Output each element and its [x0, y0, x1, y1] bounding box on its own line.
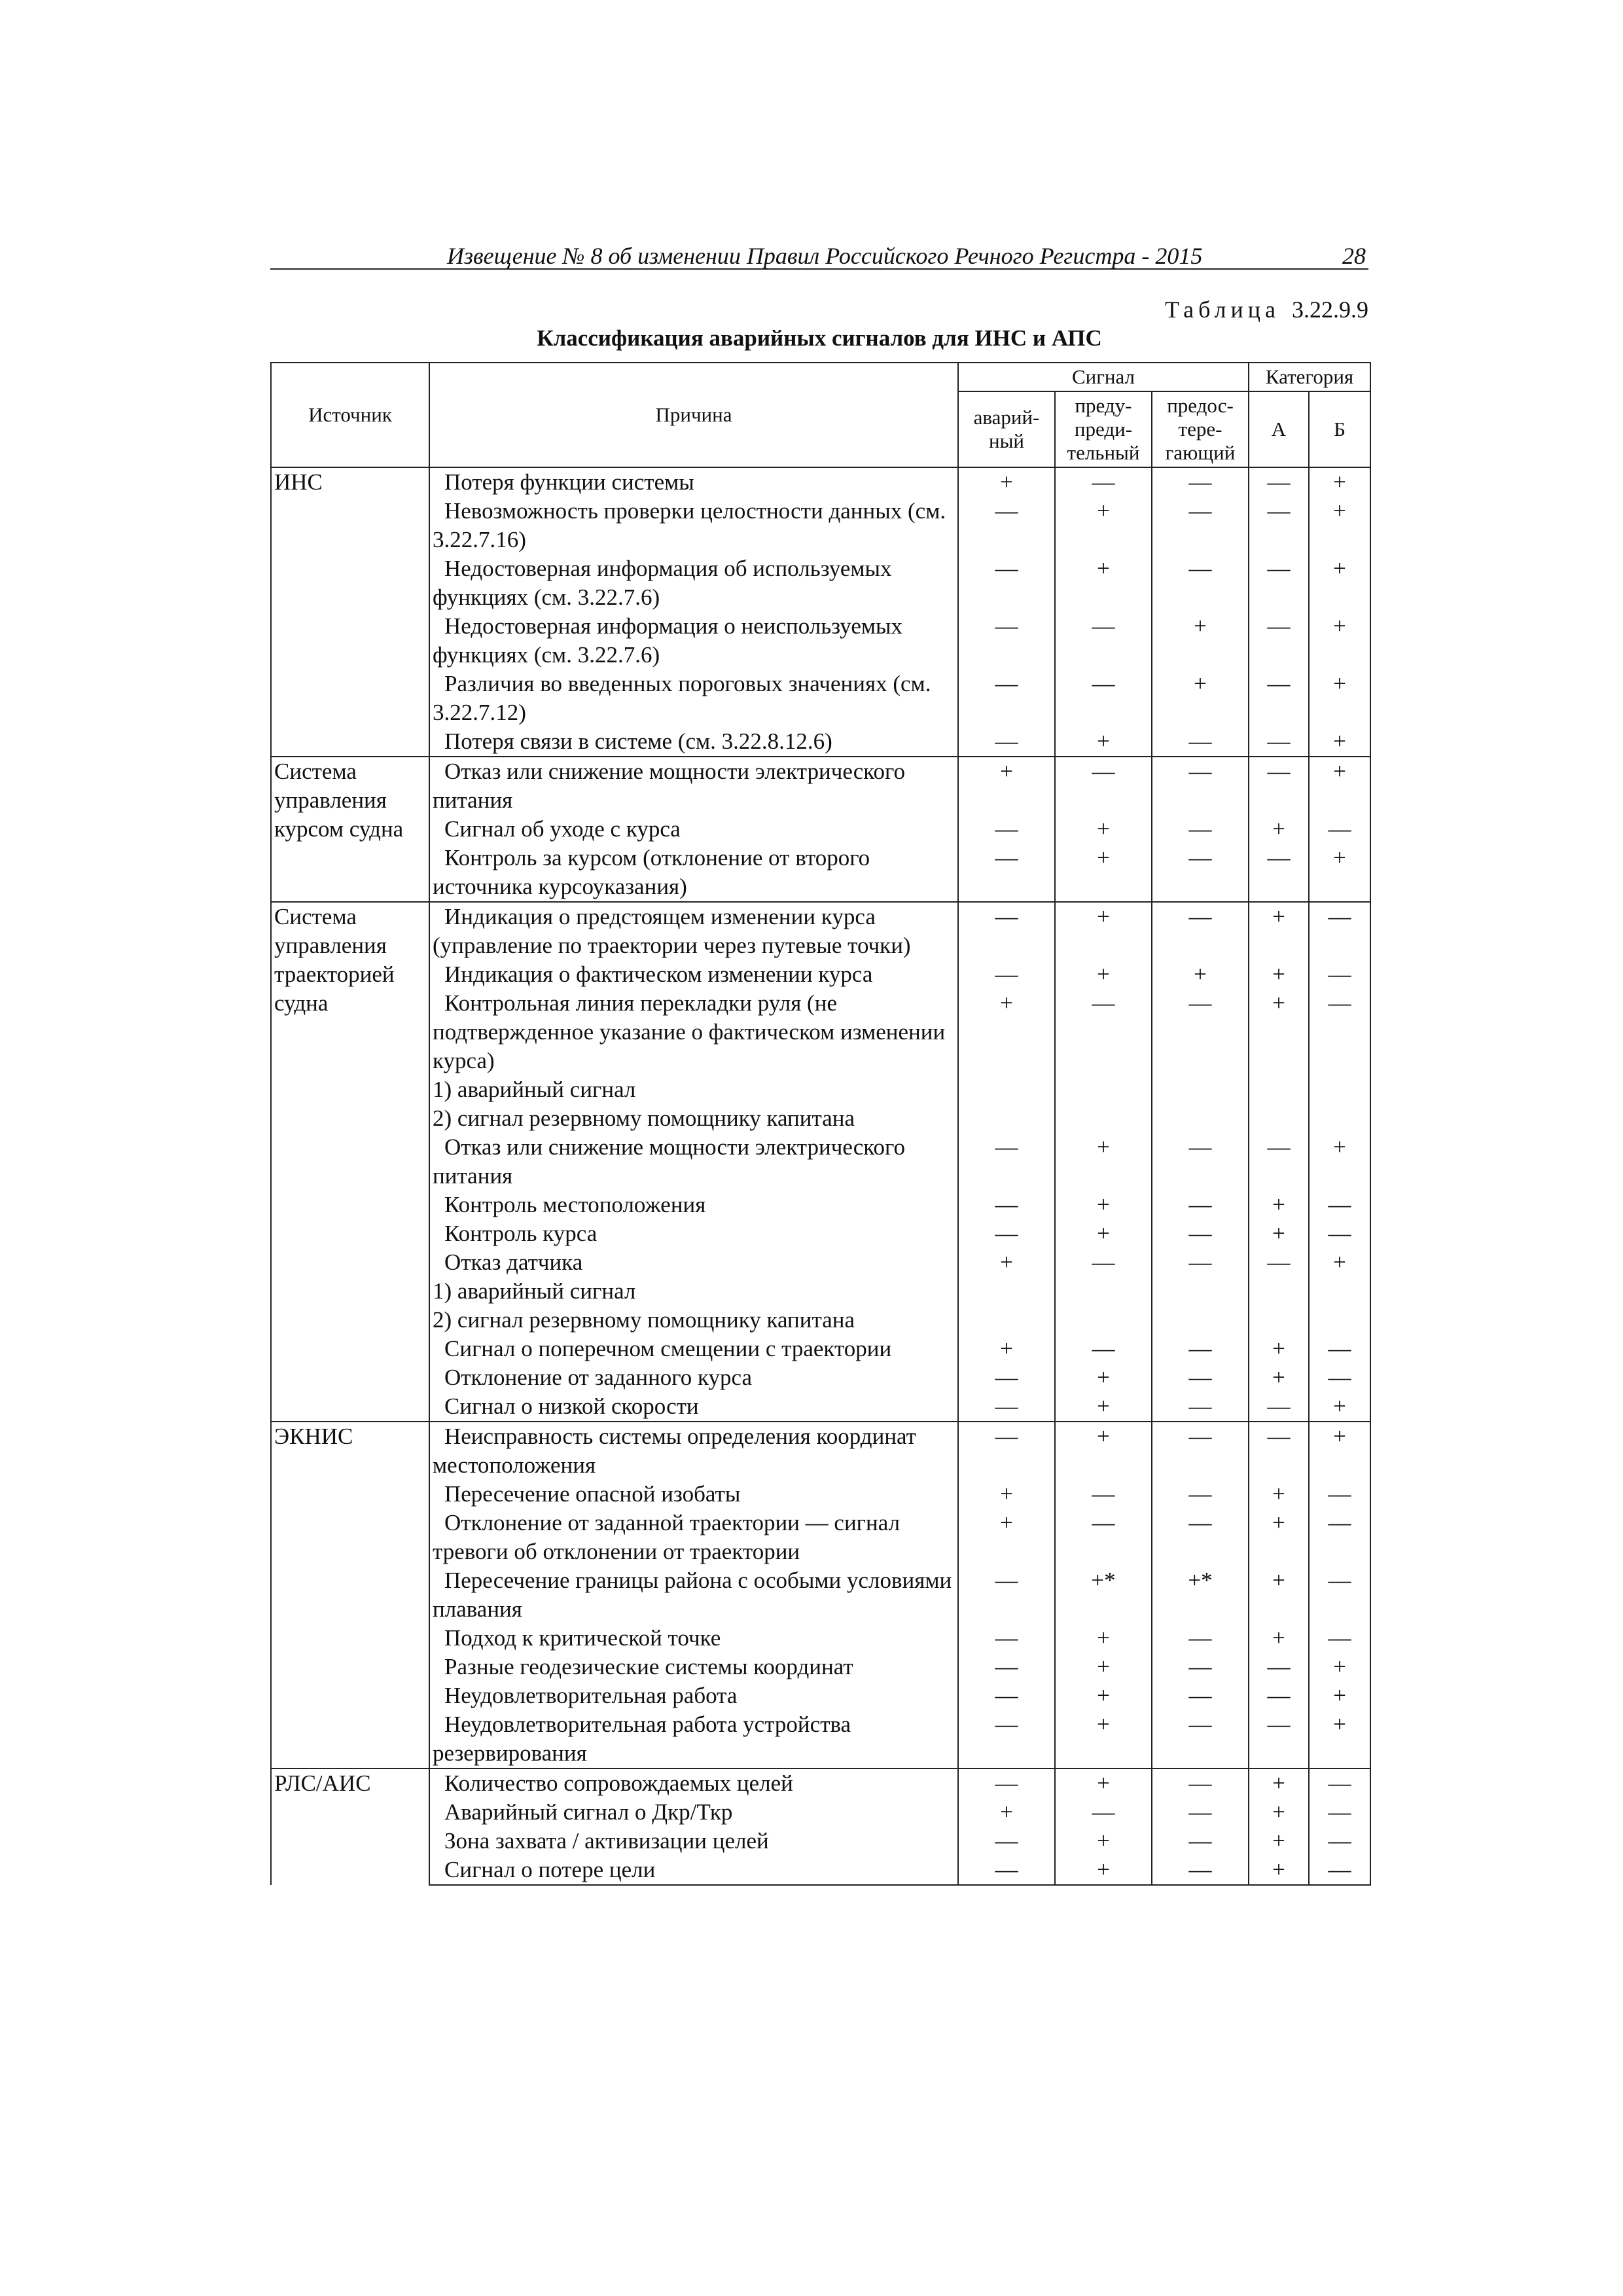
running-header-title: Извещение № 8 об изменении Правил Российского Речного Регистра - 2015: [447, 243, 1203, 269]
caution-signal-mark: —: [1152, 1480, 1249, 1509]
category-a-mark: +: [1249, 1566, 1309, 1624]
caution-signal-mark: —: [1152, 902, 1249, 960]
caution-signal-mark: —: [1152, 1219, 1249, 1248]
category-a-mark: +: [1249, 960, 1309, 989]
category-b-mark: —: [1309, 1856, 1370, 1885]
source-group: [271, 467, 1370, 757]
alarm-signal-mark: [958, 1306, 1055, 1335]
table-row: [271, 1277, 1370, 1306]
table-row: [271, 989, 1370, 1075]
table-row: [271, 1509, 1370, 1566]
warning-signal-mark: —: [1055, 467, 1152, 497]
category-b-mark: —: [1309, 1219, 1370, 1248]
warning-signal-mark: —: [1055, 612, 1152, 670]
cause-cell: Зона захвата / активизации целей: [429, 1827, 958, 1856]
caution-signal-mark: —: [1152, 815, 1249, 844]
column-header-signal: Сигнал: [958, 363, 1249, 391]
table-row: [271, 1133, 1370, 1191]
category-a-mark: +: [1249, 1219, 1309, 1248]
alarm-signal-mark: —: [958, 1566, 1055, 1624]
alarm-signal-mark: +: [958, 467, 1055, 497]
table-row: [271, 670, 1370, 727]
cause-cell: Индикация о предстоящем изменении курса (управление по траектории через путевые точки): [429, 902, 958, 960]
table-row: [271, 612, 1370, 670]
column-header-warning: преду- преди- тельный: [1055, 391, 1152, 467]
table-row: [271, 757, 1370, 815]
table-row: [271, 727, 1370, 757]
category-b-mark: —: [1309, 1768, 1370, 1798]
cause-cell: Пересечение опасной изобаты: [429, 1480, 958, 1509]
alarm-signal-mark: —: [958, 1363, 1055, 1392]
category-b-mark: +: [1309, 1133, 1370, 1191]
alarm-signal-mark: [958, 1277, 1055, 1306]
caution-signal-mark: +: [1152, 670, 1249, 727]
category-a-mark: +: [1249, 989, 1309, 1075]
table-row: [271, 1422, 1370, 1480]
table-caption: Классификация аварийных сигналов для ИНС и АПС: [537, 325, 1102, 351]
warning-signal-mark: —: [1055, 670, 1152, 727]
alarm-signal-mark: —: [958, 554, 1055, 612]
warning-signal-mark: +: [1055, 1624, 1152, 1653]
table-number-value: 3.22.9.9: [1292, 296, 1368, 323]
cause-cell: Разные геодезические системы координат: [429, 1653, 958, 1681]
category-a-mark: —: [1249, 1681, 1309, 1710]
cause-cell: Потеря связи в системе (см. 3.22.8.12.6): [429, 727, 958, 757]
table-row: [271, 1392, 1370, 1422]
category-b-mark: [1309, 1306, 1370, 1335]
category-b-mark: [1309, 1104, 1370, 1133]
category-a-mark: +: [1249, 1363, 1309, 1392]
caution-signal-mark: —: [1152, 727, 1249, 757]
alarm-signal-mark: +: [958, 1798, 1055, 1827]
alarm-signal-mark: —: [958, 844, 1055, 902]
category-b-mark: —: [1309, 1509, 1370, 1566]
column-header-category: Категория: [1249, 363, 1370, 391]
category-b-mark: +: [1309, 727, 1370, 757]
category-b-mark: +: [1309, 757, 1370, 815]
category-a-mark: [1249, 1306, 1309, 1335]
cause-cell: Отказ или снижение мощности электрического питания: [429, 757, 958, 815]
category-b-mark: —: [1309, 1624, 1370, 1653]
alarm-signal-mark: —: [958, 1856, 1055, 1885]
category-a-mark: —: [1249, 554, 1309, 612]
cause-cell: Недостоверная информация о неиспользуемых функциях (см. 3.22.7.6): [429, 612, 958, 670]
category-a-mark: —: [1249, 844, 1309, 902]
warning-signal-mark: +: [1055, 1856, 1152, 1885]
category-b-mark: +: [1309, 1248, 1370, 1277]
warning-signal-mark: —: [1055, 1248, 1152, 1277]
category-b-mark: +: [1309, 1681, 1370, 1710]
table-row: [271, 1798, 1370, 1827]
warning-signal-mark: +: [1055, 815, 1152, 844]
table-row: [271, 1827, 1370, 1856]
warning-signal-mark: —: [1055, 1335, 1152, 1363]
category-b-mark: +: [1309, 670, 1370, 727]
category-a-mark: —: [1249, 1392, 1309, 1422]
warning-signal-mark: +: [1055, 1710, 1152, 1768]
caution-signal-mark: —: [1152, 844, 1249, 902]
cause-cell: Отказ или снижение мощности электрического питания: [429, 1133, 958, 1191]
column-header-caution: предос- тере- гающий: [1152, 391, 1249, 467]
warning-signal-mark: [1055, 1277, 1152, 1306]
cause-cell: Контрольная линия перекладки руля (не подтвержденное указание о фактическом изменении курса): [429, 989, 958, 1075]
caution-signal-mark: —: [1152, 1509, 1249, 1566]
column-header-alarm: аварий- ный: [958, 391, 1055, 467]
category-a-mark: [1249, 1104, 1309, 1133]
alarm-signal-mark: +: [958, 757, 1055, 815]
caution-signal-mark: —: [1152, 1653, 1249, 1681]
caution-signal-mark: —: [1152, 1798, 1249, 1827]
cause-subitem: 1) аварийный сигнал: [429, 1277, 958, 1306]
cause-cell: Отклонение от заданной траектории — сигнал тревоги об отклонении от траектории: [429, 1509, 958, 1566]
cause-cell: Контроль за курсом (отклонение от второго источника курсоуказания): [429, 844, 958, 902]
caution-signal-mark: +: [1152, 960, 1249, 989]
alarm-signal-mark: —: [958, 497, 1055, 554]
warning-signal-mark: [1055, 1075, 1152, 1104]
category-b-mark: —: [1309, 1827, 1370, 1856]
category-b-mark: +: [1309, 1653, 1370, 1681]
category-a-mark: —: [1249, 612, 1309, 670]
source-group: [271, 1768, 1370, 1885]
category-a-mark: +: [1249, 815, 1309, 844]
table-row: [271, 1075, 1370, 1104]
caution-signal-mark: —: [1152, 1133, 1249, 1191]
category-a-mark: —: [1249, 670, 1309, 727]
caution-signal-mark: —: [1152, 1191, 1249, 1219]
category-a-mark: —: [1249, 1248, 1309, 1277]
table-row: [271, 1710, 1370, 1768]
warning-signal-mark: +: [1055, 1653, 1152, 1681]
table-row: [271, 1248, 1370, 1277]
caution-signal-mark: —: [1152, 1827, 1249, 1856]
caution-signal-mark: —: [1152, 1856, 1249, 1885]
cause-cell: Контроль местоположения: [429, 1191, 958, 1219]
column-header-category-a: А: [1249, 391, 1309, 467]
source-cell: Система управления траекторией судна: [271, 902, 429, 1422]
category-a-mark: +: [1249, 1624, 1309, 1653]
category-a-mark: +: [1249, 1480, 1309, 1509]
cause-cell: Неудовлетворительная работа: [429, 1681, 958, 1710]
category-b-mark: +: [1309, 1392, 1370, 1422]
cause-subitem: 1) аварийный сигнал: [429, 1075, 958, 1104]
category-b-mark: —: [1309, 902, 1370, 960]
category-a-mark: +: [1249, 1798, 1309, 1827]
category-a-mark: +: [1249, 1335, 1309, 1363]
caution-signal-mark: [1152, 1104, 1249, 1133]
alarm-signal-mark: —: [958, 1392, 1055, 1422]
caution-signal-mark: +: [1152, 612, 1249, 670]
source-group: [271, 902, 1370, 1422]
table-row: [271, 1363, 1370, 1392]
table-row: [271, 1566, 1370, 1624]
caution-signal-mark: —: [1152, 467, 1249, 497]
alarm-signal-mark: —: [958, 1827, 1055, 1856]
warning-signal-mark: +: [1055, 497, 1152, 554]
category-a-mark: +: [1249, 1768, 1309, 1798]
table-row: [271, 1191, 1370, 1219]
alarm-signal-mark: —: [958, 1653, 1055, 1681]
table-word: Таблица: [1165, 296, 1280, 323]
cause-cell: Сигнал об уходе с курса: [429, 815, 958, 844]
warning-signal-mark: [1055, 1306, 1152, 1335]
cause-cell: Различия во введенных пороговых значениях (см. 3.22.7.12): [429, 670, 958, 727]
category-a-mark: +: [1249, 1509, 1309, 1566]
source-cell: Система управления курсом судна: [271, 757, 429, 902]
category-b-mark: +: [1309, 554, 1370, 612]
caution-signal-mark: —: [1152, 1335, 1249, 1363]
warning-signal-mark: +: [1055, 844, 1152, 902]
warning-signal-mark: +: [1055, 554, 1152, 612]
category-b-mark: —: [1309, 1480, 1370, 1509]
category-a-mark: [1249, 1075, 1309, 1104]
cause-subitem: 2) сигнал резервному помощнику капитана: [429, 1104, 958, 1133]
warning-signal-mark: —: [1055, 1480, 1152, 1509]
table-row: [271, 1335, 1370, 1363]
alarm-signal-mark: —: [958, 1710, 1055, 1768]
alarm-signal-mark: —: [958, 1133, 1055, 1191]
table-row: [271, 815, 1370, 844]
cause-cell: Сигнал о поперечном смещении с траектории: [429, 1335, 958, 1363]
warning-signal-mark: +: [1055, 1392, 1152, 1422]
warning-signal-mark: +: [1055, 1681, 1152, 1710]
table-row: [271, 1624, 1370, 1653]
alarm-signal-mark: —: [958, 1219, 1055, 1248]
table-number: [1165, 296, 1368, 323]
warning-signal-mark: —: [1055, 757, 1152, 815]
alarm-signal-mark: —: [958, 1191, 1055, 1219]
cause-cell: Неисправность системы определения координат местоположения: [429, 1422, 958, 1480]
category-b-mark: +: [1309, 1710, 1370, 1768]
cause-cell: Неудовлетворительная работа устройства резервирования: [429, 1710, 958, 1768]
column-header-source: Источник: [271, 363, 429, 467]
category-b-mark: +: [1309, 497, 1370, 554]
cause-cell: Аварийный сигнал о Дкр/Ткр: [429, 1798, 958, 1827]
cause-cell: Сигнал о низкой скорости: [429, 1392, 958, 1422]
alarm-signal-mark: —: [958, 1624, 1055, 1653]
warning-signal-mark: +: [1055, 960, 1152, 989]
caution-signal-mark: [1152, 1277, 1249, 1306]
cause-cell: Количество сопровождаемых целей: [429, 1768, 958, 1798]
category-a-mark: —: [1249, 757, 1309, 815]
warning-signal-mark: +: [1055, 902, 1152, 960]
cause-cell: Подход к критической точке: [429, 1624, 958, 1653]
category-b-mark: +: [1309, 844, 1370, 902]
category-b-mark: —: [1309, 1191, 1370, 1219]
alarm-classification-table: [270, 362, 1371, 1886]
category-a-mark: +: [1249, 902, 1309, 960]
cause-cell: Потеря функции системы: [429, 467, 958, 497]
table-row: [271, 1306, 1370, 1335]
alarm-signal-mark: [958, 1075, 1055, 1104]
cause-cell: Контроль курса: [429, 1219, 958, 1248]
category-b-mark: +: [1309, 467, 1370, 497]
caution-signal-mark: —: [1152, 1768, 1249, 1798]
warning-signal-mark: +: [1055, 1827, 1152, 1856]
alarm-signal-mark: —: [958, 815, 1055, 844]
table-row: [271, 1480, 1370, 1509]
table-row: [271, 554, 1370, 612]
warning-signal-mark: +: [1055, 1422, 1152, 1480]
warning-signal-mark: —: [1055, 1798, 1152, 1827]
caution-signal-mark: —: [1152, 989, 1249, 1075]
table-row: [271, 467, 1370, 497]
cause-cell: Пересечение границы района с особыми условиями плавания: [429, 1566, 958, 1624]
category-a-mark: —: [1249, 1653, 1309, 1681]
warning-signal-mark: +: [1055, 1768, 1152, 1798]
alarm-signal-mark: —: [958, 902, 1055, 960]
table-row: [271, 1768, 1370, 1798]
cause-subitem: 2) сигнал резервному помощнику капитана: [429, 1306, 958, 1335]
source-cell: ИНС: [271, 467, 429, 757]
warning-signal-mark: +*: [1055, 1566, 1152, 1624]
category-a-mark: —: [1249, 1133, 1309, 1191]
cause-cell: Отказ датчика: [429, 1248, 958, 1277]
table-row: [271, 1653, 1370, 1681]
caution-signal-mark: —: [1152, 1624, 1249, 1653]
caution-signal-mark: —: [1152, 554, 1249, 612]
category-b-mark: [1309, 1277, 1370, 1306]
caution-signal-mark: —: [1152, 1681, 1249, 1710]
column-header-cause: Причина: [429, 363, 958, 467]
source-cell: ЭКНИС: [271, 1422, 429, 1768]
alarm-signal-mark: —: [958, 670, 1055, 727]
alarm-signal-mark: —: [958, 727, 1055, 757]
caution-signal-mark: —: [1152, 497, 1249, 554]
source-group: [271, 757, 1370, 902]
caution-signal-mark: —: [1152, 1363, 1249, 1392]
caution-signal-mark: —: [1152, 1248, 1249, 1277]
category-b-mark: —: [1309, 1335, 1370, 1363]
alarm-signal-mark: +: [958, 1509, 1055, 1566]
warning-signal-mark: +: [1055, 1133, 1152, 1191]
category-a-mark: —: [1249, 467, 1309, 497]
caution-signal-mark: [1152, 1306, 1249, 1335]
category-a-mark: —: [1249, 497, 1309, 554]
category-b-mark: +: [1309, 612, 1370, 670]
category-b-mark: —: [1309, 1798, 1370, 1827]
category-a-mark: +: [1249, 1856, 1309, 1885]
category-a-mark: [1249, 1277, 1309, 1306]
category-b-mark: +: [1309, 1422, 1370, 1480]
alarm-signal-mark: +: [958, 989, 1055, 1075]
category-a-mark: —: [1249, 1710, 1309, 1768]
warning-signal-mark: +: [1055, 1191, 1152, 1219]
table-row: [271, 1104, 1370, 1133]
category-b-mark: —: [1309, 815, 1370, 844]
alarm-signal-mark: —: [958, 1422, 1055, 1480]
warning-signal-mark: [1055, 1104, 1152, 1133]
category-a-mark: —: [1249, 727, 1309, 757]
source-cell: РЛС/АИС: [271, 1768, 429, 1885]
alarm-signal-mark: —: [958, 1768, 1055, 1798]
alarm-signal-mark: —: [958, 612, 1055, 670]
caution-signal-mark: —: [1152, 757, 1249, 815]
table-row: [271, 844, 1370, 902]
warning-signal-mark: +: [1055, 1219, 1152, 1248]
table-row: [271, 960, 1370, 989]
category-a-mark: +: [1249, 1827, 1309, 1856]
category-b-mark: —: [1309, 960, 1370, 989]
table-row: [271, 1681, 1370, 1710]
alarm-signal-mark: —: [958, 1681, 1055, 1710]
caution-signal-mark: —: [1152, 1710, 1249, 1768]
alarm-signal-mark: +: [958, 1480, 1055, 1509]
cause-cell: Невозможность проверки целостности данных (см. 3.22.7.16): [429, 497, 958, 554]
page-number: 28: [1342, 243, 1366, 269]
source-group: [271, 1422, 1370, 1768]
cause-cell: Сигнал о потере цели: [429, 1856, 958, 1885]
caution-signal-mark: —: [1152, 1422, 1249, 1480]
alarm-signal-mark: +: [958, 1248, 1055, 1277]
warning-signal-mark: +: [1055, 727, 1152, 757]
category-b-mark: —: [1309, 989, 1370, 1075]
category-b-mark: —: [1309, 1566, 1370, 1624]
warning-signal-mark: —: [1055, 1509, 1152, 1566]
alarm-signal-mark: —: [958, 960, 1055, 989]
caution-signal-mark: [1152, 1075, 1249, 1104]
category-a-mark: —: [1249, 1422, 1309, 1480]
category-b-mark: —: [1309, 1363, 1370, 1392]
caution-signal-mark: +*: [1152, 1566, 1249, 1624]
table-row: [271, 1856, 1370, 1885]
table-row: [271, 497, 1370, 554]
category-b-mark: [1309, 1075, 1370, 1104]
alarm-signal-mark: +: [958, 1335, 1055, 1363]
running-header: [270, 236, 1368, 270]
warning-signal-mark: +: [1055, 1363, 1152, 1392]
warning-signal-mark: —: [1055, 989, 1152, 1075]
cause-cell: Недостоверная информация об используемых функциях (см. 3.22.7.6): [429, 554, 958, 612]
cause-cell: Индикация о фактическом изменении курса: [429, 960, 958, 989]
column-header-category-b: Б: [1309, 391, 1370, 467]
table-row: [271, 1219, 1370, 1248]
alarm-signal-mark: [958, 1104, 1055, 1133]
category-a-mark: +: [1249, 1191, 1309, 1219]
cause-cell: Отклонение от заданного курса: [429, 1363, 958, 1392]
caution-signal-mark: —: [1152, 1392, 1249, 1422]
table-header: [271, 363, 1370, 467]
table-row: [271, 902, 1370, 960]
